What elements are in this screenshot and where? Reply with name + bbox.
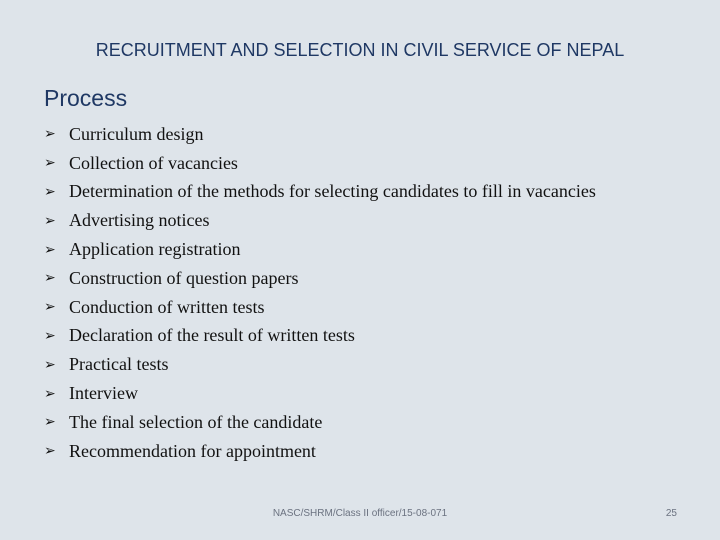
- arrowhead-bullet-icon: ➢: [44, 212, 56, 229]
- arrowhead-bullet-icon: ➢: [44, 443, 56, 460]
- arrowhead-bullet-icon: ➢: [44, 299, 56, 316]
- section-heading: Process: [44, 85, 128, 111]
- footer-text: NASC/SHRM/Class II officer/15-08-071: [272, 508, 448, 519]
- arrowhead-bullet-icon: ➢: [44, 270, 56, 287]
- list-item: [44, 120, 596, 149]
- arrowhead-bullet-icon: ➢: [44, 385, 56, 402]
- arrowhead-bullet-icon: ➢: [44, 356, 56, 373]
- list-item-text: Practical tests: [69, 354, 169, 375]
- list-item: [44, 235, 596, 264]
- slide-title: RECRUITMENT AND SELECTION IN CIVIL SERVICE OF NEPAL: [95, 40, 625, 60]
- process-list: [44, 120, 596, 466]
- list-item: [44, 149, 596, 178]
- list-item: [44, 293, 596, 322]
- arrowhead-bullet-icon: ➢: [44, 155, 56, 172]
- arrowhead-bullet-icon: ➢: [44, 183, 56, 200]
- list-item-text: Construction of question papers: [69, 267, 299, 288]
- list-item: [44, 350, 596, 379]
- list-item-text: Interview: [69, 383, 138, 404]
- list-item-text: Declaration of the result of written tests: [69, 325, 355, 346]
- list-item-text: Recommendation for appointment: [69, 440, 316, 461]
- list-item: [44, 322, 596, 351]
- list-item-text: The final selection of the candidate: [69, 411, 323, 432]
- list-item-text: Collection of vacancies: [69, 152, 238, 173]
- list-item: [44, 206, 596, 235]
- list-item-text: Determination of the methods for selecting candidates to fill in vacancies: [69, 181, 596, 202]
- list-item: [44, 264, 596, 293]
- list-item-text: Advertising notices: [69, 210, 210, 231]
- list-item: [44, 437, 596, 466]
- arrowhead-bullet-icon: ➢: [44, 126, 56, 143]
- list-item-text: Application registration: [69, 239, 241, 260]
- list-item: [44, 379, 596, 408]
- arrowhead-bullet-icon: ➢: [44, 414, 56, 431]
- page-number: 25: [665, 508, 677, 519]
- list-item-text: Curriculum design: [69, 123, 204, 144]
- list-item-text: Conduction of written tests: [69, 296, 265, 317]
- list-item: [44, 178, 596, 207]
- arrowhead-bullet-icon: ➢: [44, 241, 56, 258]
- arrowhead-bullet-icon: ➢: [44, 327, 56, 344]
- list-item: [44, 408, 596, 437]
